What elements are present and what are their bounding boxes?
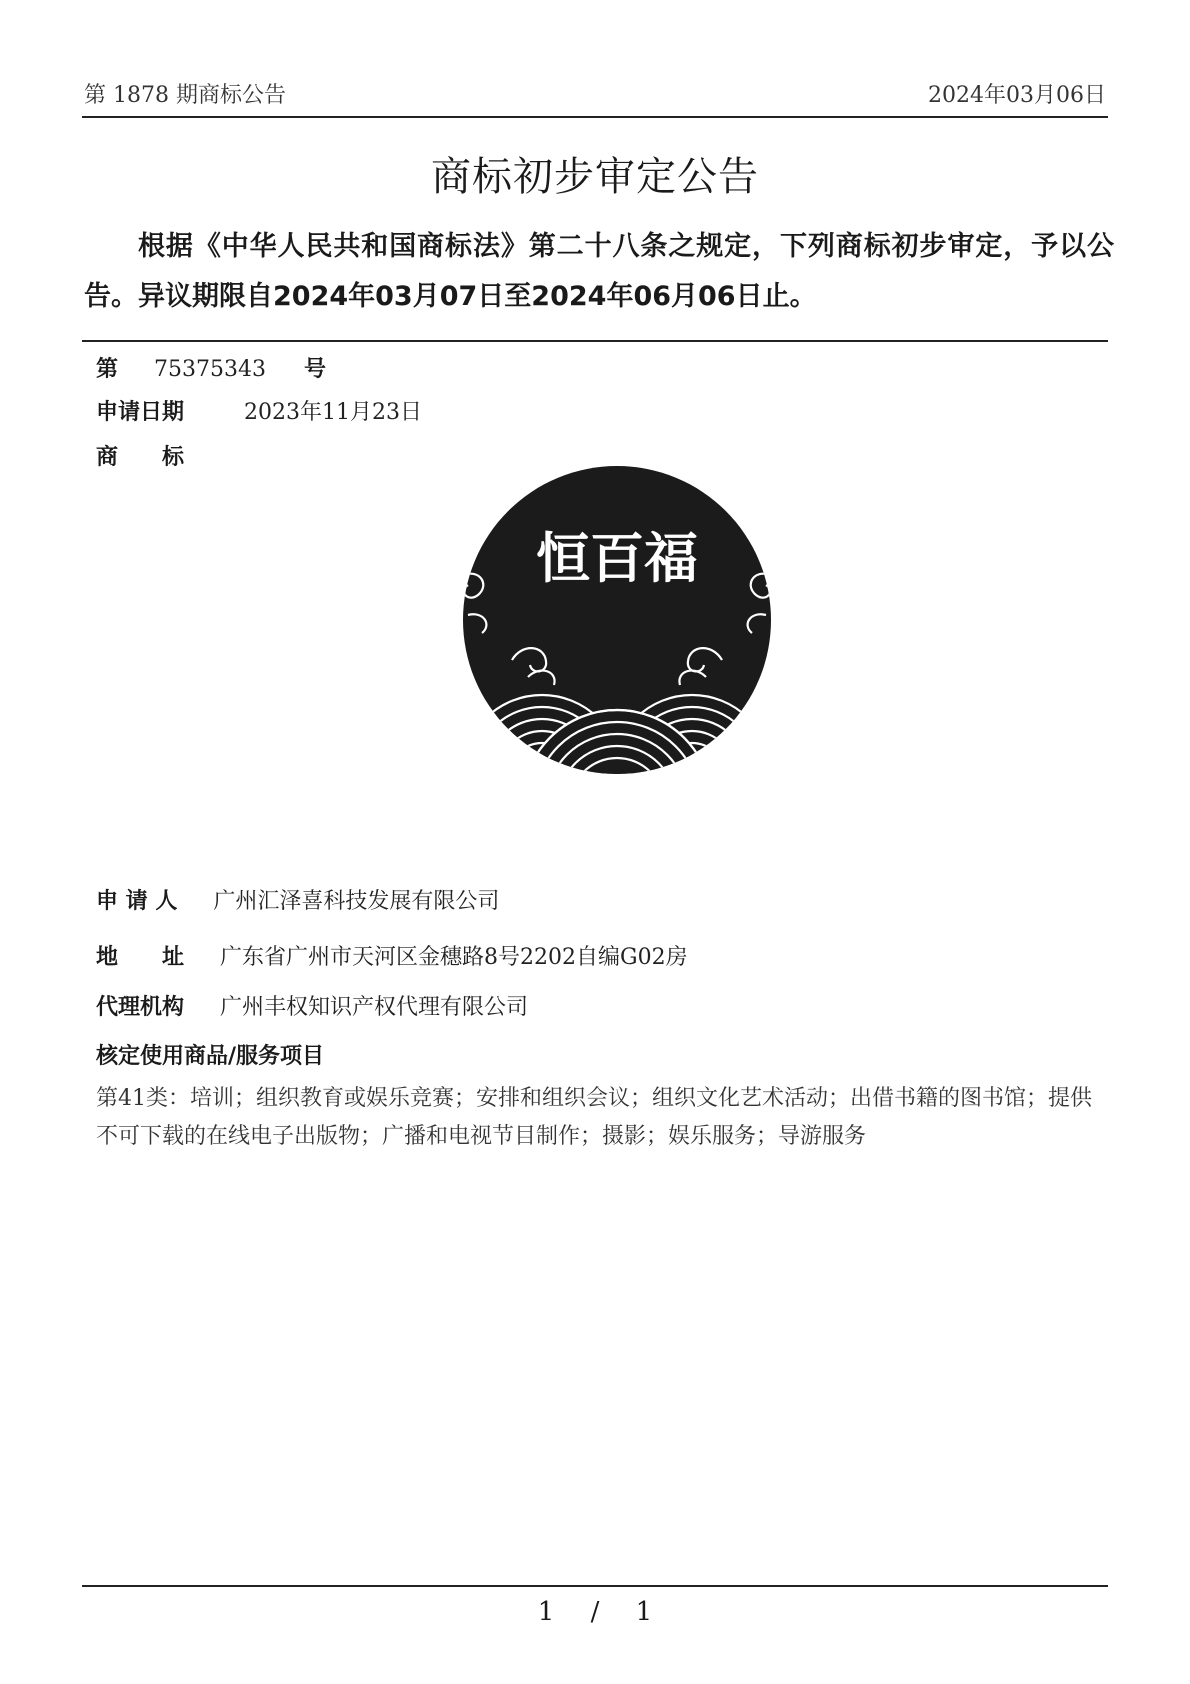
application-number: 75375343	[154, 357, 266, 382]
address-row	[96, 940, 688, 971]
page-separator: /	[590, 1597, 600, 1627]
agent-row	[96, 990, 528, 1021]
page-title: 商标初步审定公告	[431, 154, 759, 200]
page-current: 1	[537, 1597, 555, 1627]
applicant-label: 申 请 人	[96, 889, 178, 914]
agent-label: 代理机构	[96, 995, 185, 1020]
preamble-divider	[82, 340, 1108, 342]
issue-number: 第 1878 期商标公告	[84, 83, 286, 108]
address-value: 广东省广州市天河区金穗路8号2202自编G02房	[220, 945, 688, 970]
announcement-preamble: 根据《中华人民共和国商标法》第二十八条之规定，下列商标初步审定，予以公告。异议期限自2024年03月07日至2024年06月06日止。	[84, 231, 1114, 312]
header-divider	[82, 116, 1108, 118]
trademark-logo	[462, 465, 772, 775]
page-total: 1	[635, 1597, 653, 1627]
page-number	[0, 1597, 1190, 1627]
apply-date-row	[96, 395, 422, 426]
mark-row	[96, 440, 184, 471]
application-number-row	[96, 352, 326, 383]
goods-services-text: 第41类：培训；组织教育或娱乐竞赛；安排和组织会议；组织文化艺术活动；出借书籍的图书馆；提供不可下载的在线电子出版物；广播和电视节目制作；摄影；娱乐服务；导游服务	[96, 1086, 1092, 1149]
apply-date-label: 申请日期	[96, 400, 185, 425]
goods-services-title: 核定使用商品/服务项目	[96, 1044, 325, 1069]
apply-date-value: 2023年11月23日	[244, 400, 422, 425]
applicant-row	[96, 884, 499, 915]
applicant-value: 广州汇泽喜科技发展有限公司	[213, 889, 500, 914]
trademark-logo-graphic	[462, 465, 772, 775]
issue-date: 2024年03月06日	[928, 83, 1106, 108]
logo-text: 恒百福	[536, 527, 698, 590]
number-label-prefix: 第	[96, 357, 119, 382]
footer-divider	[82, 1585, 1108, 1587]
agent-value: 广州丰权知识产权代理有限公司	[220, 995, 529, 1020]
address-label: 地 址	[96, 945, 185, 970]
mark-label: 商 标	[96, 445, 185, 470]
number-label-suffix: 号	[304, 357, 327, 382]
